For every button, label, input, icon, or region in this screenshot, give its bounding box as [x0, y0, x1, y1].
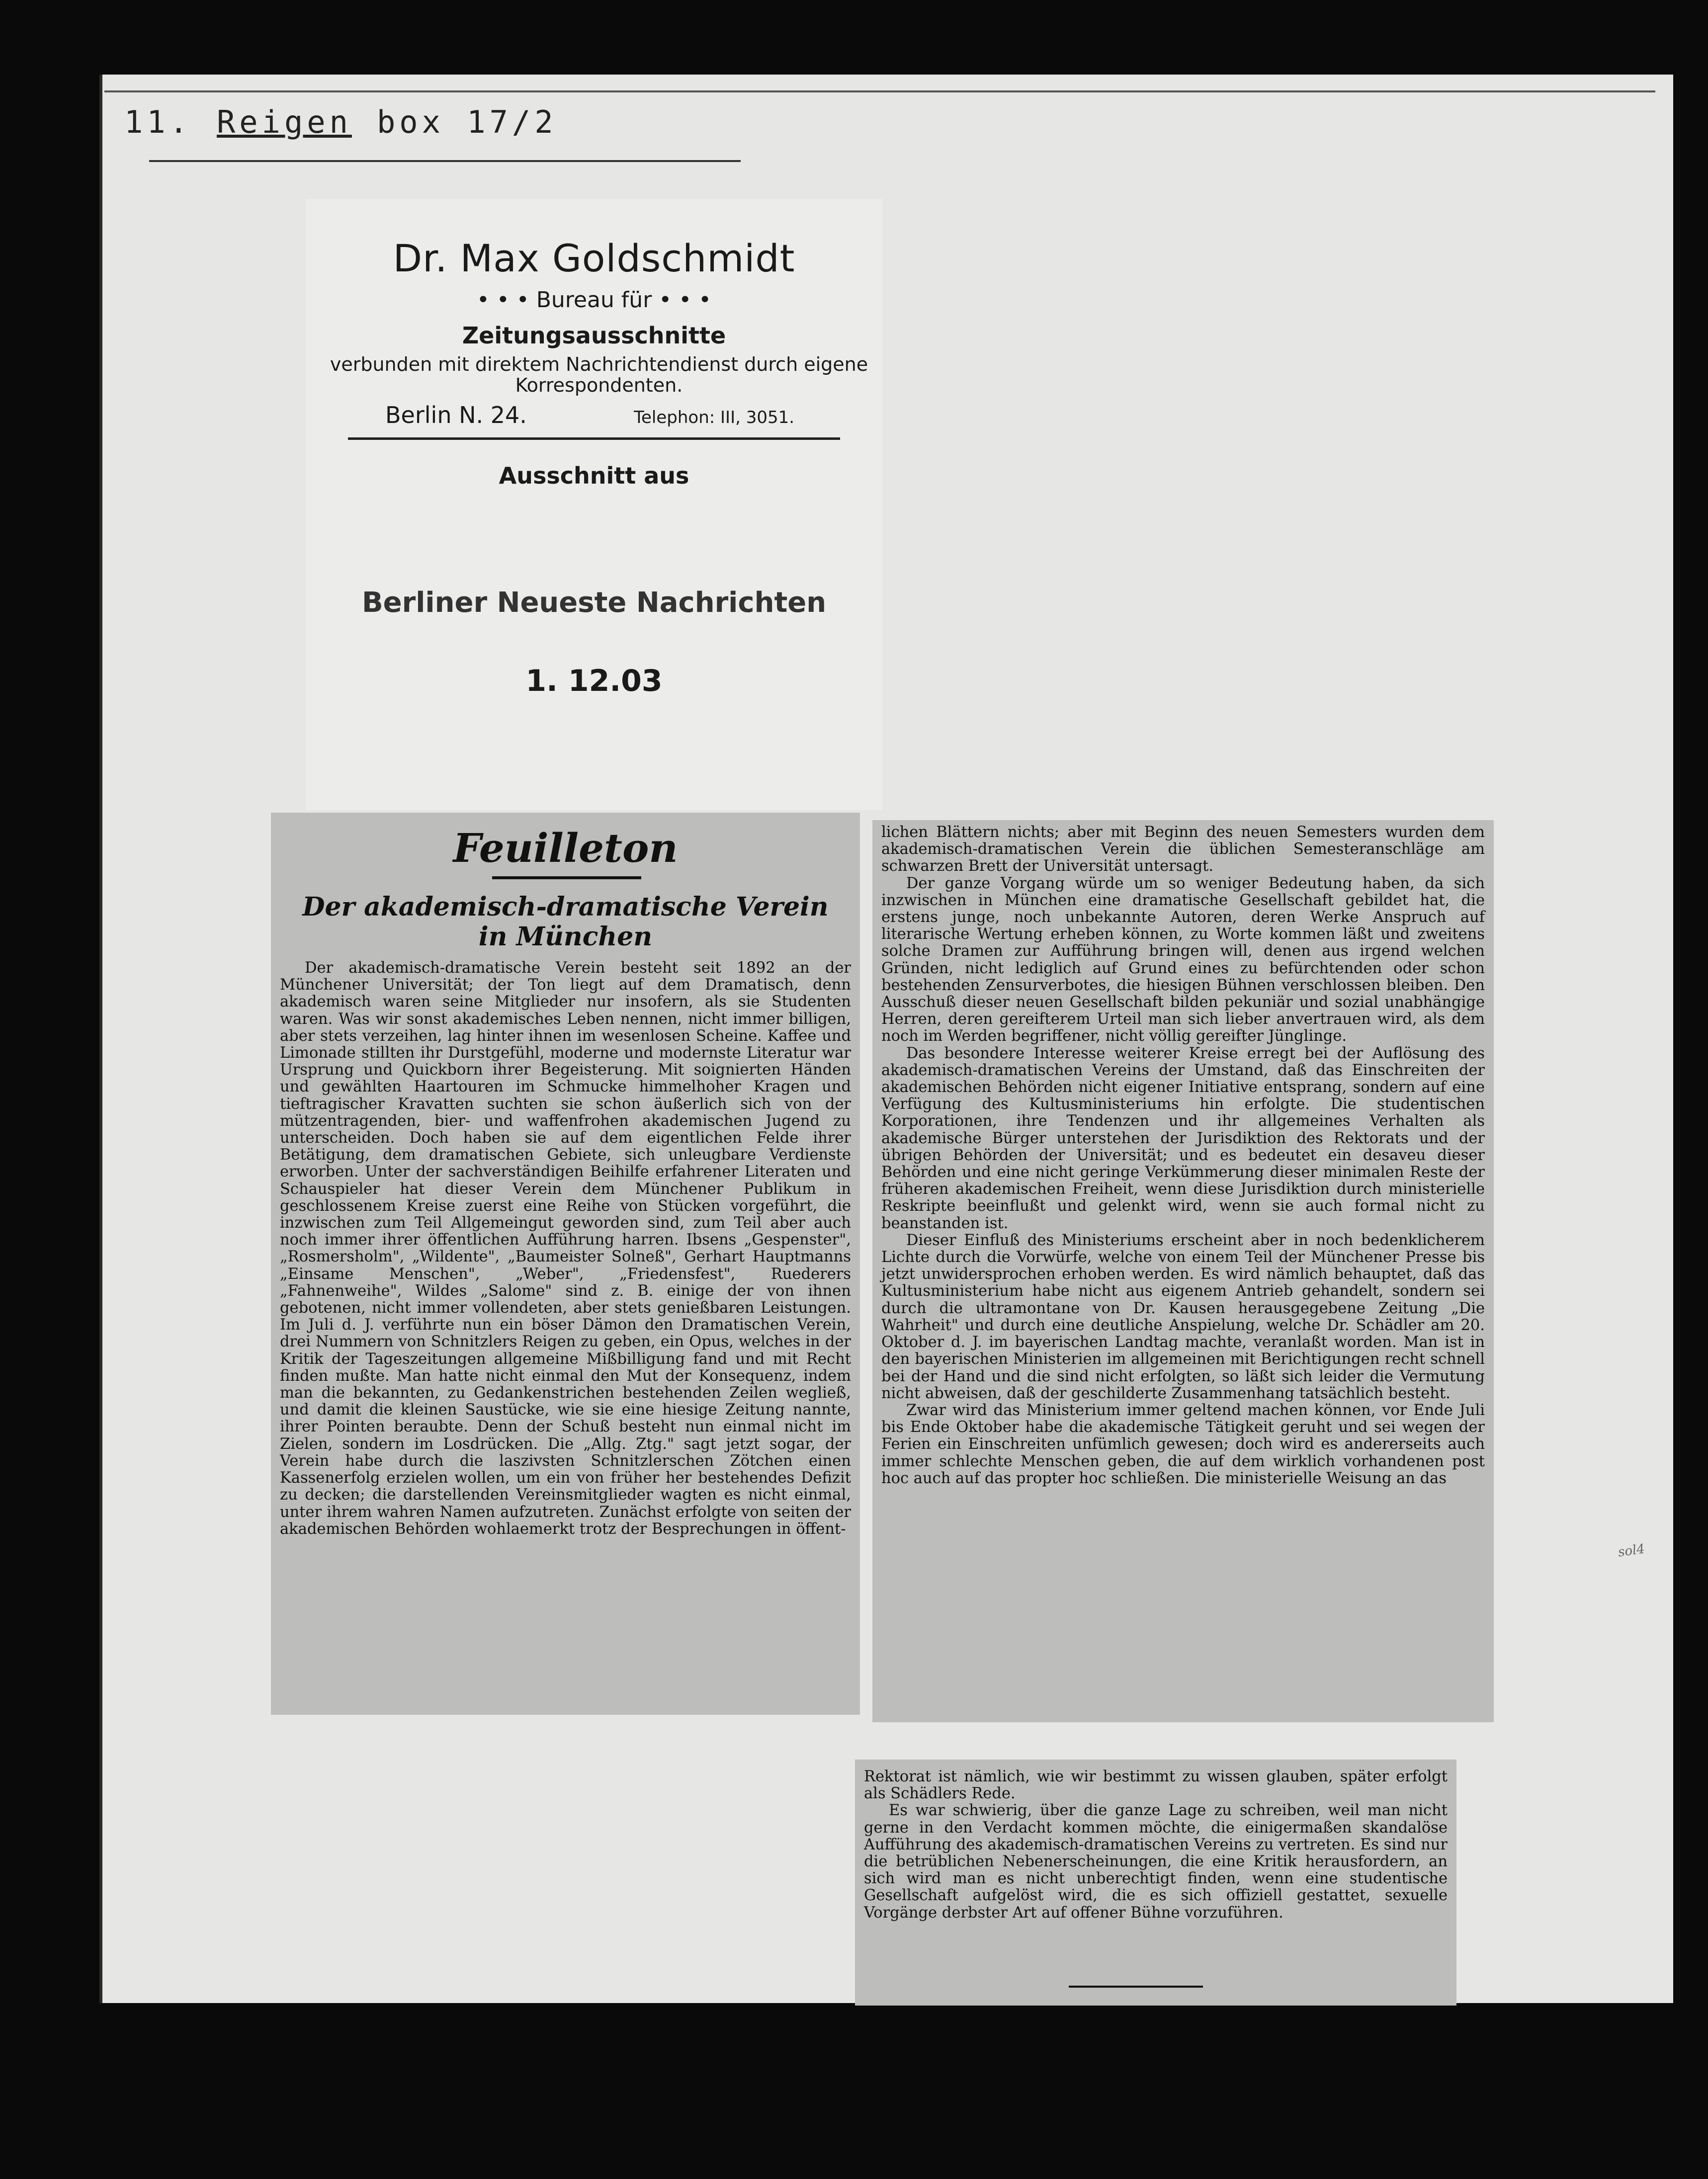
article-body-col1: [280, 960, 851, 1538]
paragraph: Der akademisch-dramatische Verein besteht seit 1892 an der Münchener Universität; der Ton liegt auf dem Dramatisch, denn akademisch waren seine Mitglieder nur insofern, als sie Studenten waren. Was wir sonst akademisches Leben nennen, nicht immer billigen, aber stets verzeihen, lag hinter ihnen im wesenlosen Scheine. Kaffee und Limonade stillten ihr Durstgefühl, moderne und modernste Literatur war Ursprung und Quickborn ihrer Begeisterung. Mit soignierten Händen und gewählten Haartouren im Schmucke himmelhoher Kragen und tieftragischer Kravatten suchten sie schon äußerlich sich von der mützentragenden, bier- und waffenfrohen akademischen Jugend zu unterscheiden. Doch haben sie auf dem eigentlichen Felde ihrer Betätigung, dem dramatischen Gebiete, sich unleugbare Verdienste erworben. Unter der sachverständigen Beihilfe erfahrener Literaten und Schauspieler hat dieser Verein dem Münchener Publikum in geschlossenem Kreise zuerst eine Reihe von Stücken vorgeführt, die inzwischen zum Teil Allgemeingut geworden sind, zum Teil aber auch noch immer ihrer öffentlichen Aufführung harren. Ibsens „Gespenster", „Rosmersholm", „Wildente", „Baumeister Solneß", Gerhart Hauptmanns „Einsame Menschen", „Weber", „Friedensfest", Ruederers „Fahnenweihe", Wildes „Salome" sind z. B. einige der von ihnen gebotenen, nicht immer vollendeten, aber stets genießbaren Leistungen. Im Juli d. J. verführte nun ein böser Dämon den Dramatischen Verein, drei Nummern von Schnitzlers Reigen zu geben, ein Opus, welches in der Kritik der Tageszeitungen allgemeine Mißbilligung fand und mit Recht finden mußte. Man hatte nicht einmal den Mut der Konsequenz, indem man die bekannten, zu Gedankenstrichen bestehenden Zeilen wegließ, und damit die kleinen Saustücke, wie sie eine hiesige Zeitung nannte, ihrer Pointen beraubte. Denn der Schuß besteht nun einmal nicht im Zielen, sondern im Losdrücken. Die „Allg. Ztg." sagt jetzt sogar, der Verein habe durch die laszivsten Schnitzlerschen Zötchen einen Kassenerfolg erzielen wollen, um ein von früher her bestehendes Defizit zu decken; die darstellenden Vereinsmitglieder wagten es nicht einmal, unter ihrem wahren Namen aufzutreten. Zunächst erfolgte von seiten der akademischen Behörden wohlaemerkt trotz der Besprechungen in öffent-: [280, 959, 851, 1538]
archive-number: 11.: [124, 103, 192, 140]
publication-stamp: Berliner Neueste Nachrichten: [361, 587, 827, 619]
bureau-address: Berlin N. 24.: [385, 402, 527, 428]
paragraph: Das besondere Interesse weiterer Kreise erregt bei der Auflösung des akademisch-dramatischen Vereins der Umstand, daß das Einschreiten der akademischen Behörden nicht eigener Initiative entsprang, sondern auf eine Verfügung des Kultusministeriums hin erfolgte. Die studentischen Korporationen, ihre Tendenzen und ihr allgemeines Verhalten als akademische Bürger unterstehen der Jurisdiktion des Rektorats und der übrigen Behörden der Universität; und es bedeutet ein desaveu dieser Behörden und eine nicht geringe Verkümmerung dieser minimalen Reste der früheren akademischen Freiheit, wenn diese Jurisdiktion durch ministerielle Reskripte beeinflußt und gelenkt wird, wenn sie auch formal nicht zu beanstanden ist.: [881, 1044, 1485, 1232]
bureau-owner-name: Dr. Max Goldschmidt: [393, 236, 795, 280]
paragraph: Rektorat ist nämlich, wie wir bestimmt zu wissen glauben, später erfolgt als Schädlers Rede.: [864, 1768, 1448, 1803]
margin-pencil-note: sol4: [1617, 1541, 1646, 1560]
article-column-1: [271, 813, 860, 1715]
paragraph: lichen Blättern nichts; aber mit Beginn des neuen Semesters wurden dem akademisch-dramatischen Verein die üblichen Semesteranschläge am schwarzen Brett der Universität untersagt.: [881, 824, 1485, 875]
article-end-rule: [1069, 1986, 1203, 1988]
bureau-service: Zeitungsausschnitte: [462, 322, 726, 349]
archive-folder-title: Reigen: [216, 103, 352, 140]
article-body-col2: [881, 824, 1485, 1487]
archive-box-label: box 17/2: [376, 103, 557, 140]
cutout-label: Ausschnitt aus: [499, 462, 689, 489]
paragraph: Der ganze Vorgang würde um so weniger Bedeutung haben, da sich inzwischen in München eine dramatische Gesellschaft gebildet hat, die erstens junge, noch unbekannte Autoren, deren Werke Anspruch auf literarische Wertung erheben können, zu Worte kommen läßt und zweitens solche Dramen zur Aufführung bringen will, denen aus irgend welchen Gründen, nicht lediglich auf Grund eines zu befürchtenden oder schon bestehenden Zensurverbotes, die hiesigen Bühnen verschlossen bleiben. Den Ausschuß dieser neuen Gesellschaft bilden pekuniär und sozial unabhängige Herren, deren gereifterem Urteil man sich lieber anvertrauen wird, als dem noch im Werden begriffener, nicht völlig gereifter Jünglinge.: [881, 874, 1485, 1045]
article-column-2: [872, 820, 1494, 1722]
bureau-telephone: Telephon: III, 3051.: [634, 408, 795, 427]
archive-header: [124, 94, 557, 149]
paragraph: Zwar wird das Ministerium immer geltend machen können, vor Ende Juli bis Ende Oktober habe die akademische Tätigkeit geruht und sei wegen der Ferien ein Einschreiten unfümlich gewesen; doch wird es andererseits auch immer schlechte Menschen geben, die auf dem wirklich vorhandenen post hoc auch auf das propter hoc schließen. Die ministerielle Weisung an das: [881, 1401, 1485, 1487]
article-headline: Der akademisch-dramatische Verein in München: [302, 892, 829, 952]
card-rule: [348, 437, 840, 440]
paragraph: Es war schwierig, über die ganze Lage zu schreiben, weil man nicht gerne in den Verdacht kommen möchte, die einigermaßen skandalöse Aufführung des akademisch-dramatischen Vereins zu vertreten. Es sind nur die betrüblichen Nebenerscheinungen, die eine Kritik herausfordern, an sich wird man es nicht unberechtigt finden, wenn eine studentische Gesellschaft aufgelöst wird, die es sich offiziell gestattet, sexuelle Vorgänge derbster Art auf offener Bühne vorzuführen.: [864, 1802, 1448, 1922]
bureau-label: • • • Bureau für • • •: [476, 287, 712, 313]
bureau-description: verbunden mit direktem Nachrichtendienst durch eigene Korrespondenten.: [330, 353, 868, 396]
article-column-3: [855, 1760, 1456, 2006]
header-rule: [149, 160, 741, 162]
section-title: Feuilleton: [453, 825, 678, 871]
article-body-col3: [864, 1768, 1448, 1922]
paragraph: Dieser Einfluß des Ministeriums erscheint aber in noch bedenklicherem Lichte durch die Vorwürfe, welche von einem Teil der Münchener Presse bis jetzt unwidersprochen erhoben werden. Es wird nämlich behauptet, daß das Kultusministerium habe nicht aus eigenem Antrieb gehandelt, sondern sei durch die ultramontane von Dr. Kausen herausgegebene Zeitung „Die Wahrheit" und durch eine deutliche Anspielung, welche Dr. Schädler am 20. Oktober d. J. im bayerischen Landtag machte, veranlaßt worden. Man ist in den bayerischen Ministerien im allgemeinen mit Berichtigungen recht schnell bei der Hand und die sind nicht erfolgten, so läßt sich leider die Vermutung nicht abweisen, daß der geschilderte Zusammenhang tatsächlich besteht.: [881, 1231, 1485, 1402]
date-stamp: 1. 12.03: [525, 664, 663, 698]
section-rule: [492, 876, 641, 879]
clipping-bureau-card: [306, 199, 882, 810]
sheet-top-edge: [104, 90, 1655, 92]
